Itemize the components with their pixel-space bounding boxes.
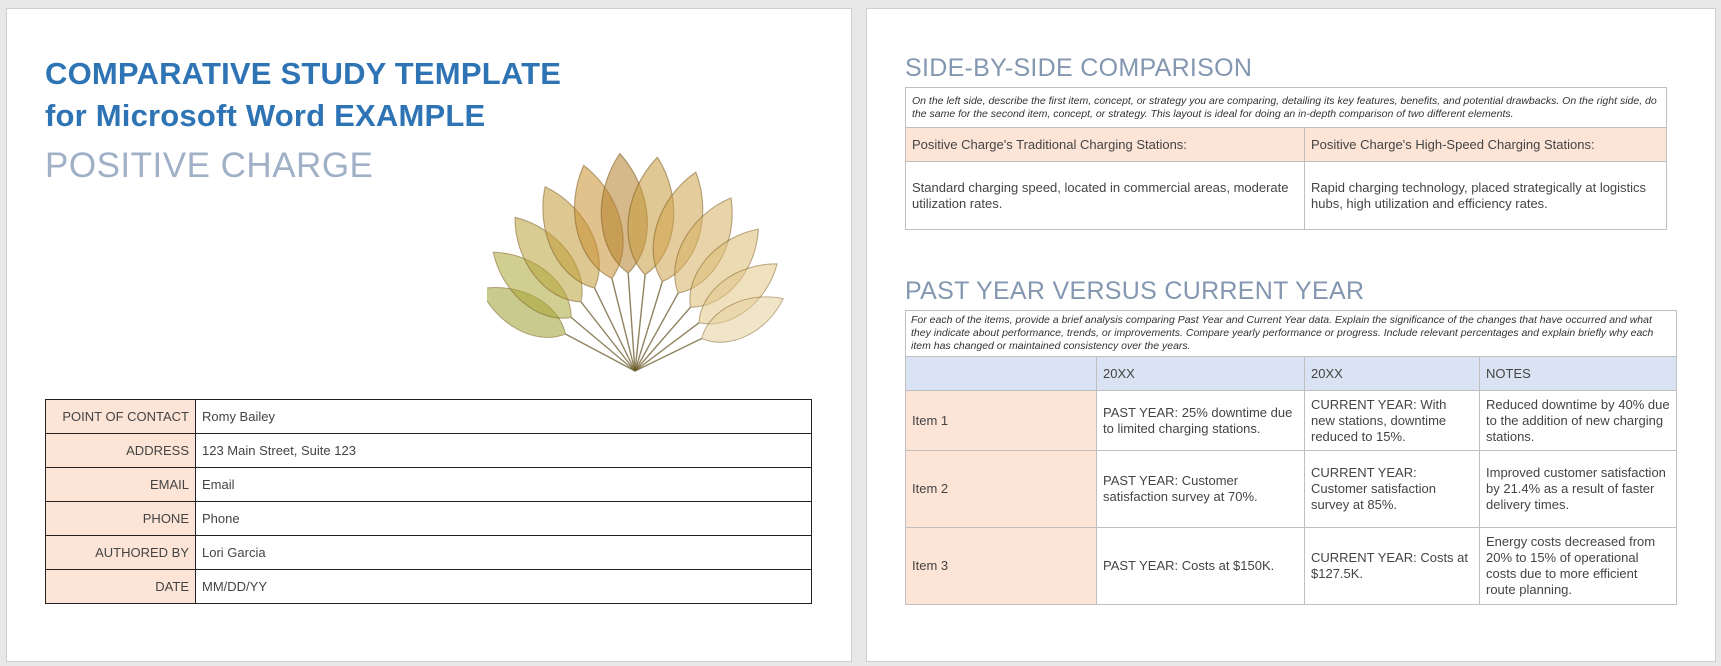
table-row [46, 400, 812, 434]
item-label[interactable]: Item 2 [906, 451, 1097, 528]
table-row [906, 528, 1677, 605]
left-header-cell[interactable]: Positive Charge's Traditional Charging Stations: [906, 128, 1305, 162]
table-header-row [906, 357, 1677, 391]
info-label: PHONE [46, 502, 196, 536]
table-row [906, 88, 1667, 128]
current-year-cell[interactable]: CURRENT YEAR: Costs at $127.5K. [1305, 528, 1480, 605]
side-by-side-table [905, 87, 1667, 230]
notes-cell[interactable]: Improved customer satisfaction by 21.4% as a result of faster delivery times. [1480, 451, 1677, 528]
table-row [906, 311, 1677, 357]
contact-info-table [45, 399, 812, 604]
current-year-cell[interactable]: CURRENT YEAR: Customer satisfaction survey at 85%. [1305, 451, 1480, 528]
info-value[interactable]: MM/DD/YY [196, 570, 812, 604]
info-value[interactable]: Romy Bailey [196, 400, 812, 434]
column-header: 20XX [1097, 357, 1305, 391]
table-row [906, 451, 1677, 528]
past-year-cell[interactable]: PAST YEAR: Customer satisfaction survey at 70%. [1097, 451, 1305, 528]
info-value[interactable]: Phone [196, 502, 812, 536]
cover-page [6, 8, 852, 662]
side-by-side-heading: SIDE-BY-SIDE COMPARISON [905, 54, 1253, 82]
item-label[interactable]: Item 1 [906, 391, 1097, 451]
table-row [46, 570, 812, 604]
info-label: DATE [46, 570, 196, 604]
info-label: AUTHORED BY [46, 536, 196, 570]
column-header [906, 357, 1097, 391]
info-label: EMAIL [46, 468, 196, 502]
table-row [46, 502, 812, 536]
notes-cell[interactable]: Energy costs decreased from 20% to 15% of operational costs due to more efficient route planning. [1480, 528, 1677, 605]
table-row [906, 128, 1667, 162]
column-header: 20XX [1305, 357, 1480, 391]
table-row [906, 162, 1667, 230]
info-value[interactable]: 123 Main Street, Suite 123 [196, 434, 812, 468]
title-line-2: for Microsoft Word EXAMPLE [45, 98, 486, 133]
column-header: NOTES [1480, 357, 1677, 391]
table-row [46, 434, 812, 468]
title-line-1: COMPARATIVE STUDY TEMPLATE [45, 56, 562, 91]
item-label[interactable]: Item 3 [906, 528, 1097, 605]
table-row [46, 468, 812, 502]
document-title [45, 53, 561, 137]
info-label: ADDRESS [46, 434, 196, 468]
right-header-cell[interactable]: Positive Charge's High-Speed Charging Stations: [1305, 128, 1667, 162]
side-by-side-description[interactable]: On the left side, describe the first item, concept, or strategy you are comparing, detailing its key features, benefits, and potential drawbacks. On the right side, do the same for the second item, concept, or strategy. This layout is ideal for doing an in-depth comparison of two different elements. [906, 88, 1667, 128]
leaves-illustration [487, 121, 807, 381]
comparison-page [866, 8, 1716, 662]
info-value[interactable]: Email [196, 468, 812, 502]
left-body-cell[interactable]: Standard charging speed, located in commercial areas, moderate utilization rates. [906, 162, 1305, 230]
year-comparison-heading: PAST YEAR VERSUS CURRENT YEAR [905, 277, 1365, 305]
notes-cell[interactable]: Reduced downtime by 40% due to the addition of new charging stations. [1480, 391, 1677, 451]
info-value[interactable]: Lori Garcia [196, 536, 812, 570]
current-year-cell[interactable]: CURRENT YEAR: With new stations, downtime reduced to 15%. [1305, 391, 1480, 451]
year-comparison-table [905, 310, 1677, 605]
year-comparison-description[interactable]: For each of the items, provide a brief analysis comparing Past Year and Current Year data. Explain the significance of the changes that have occurred and what they indicate about performance, trends, or improvements. Compare yearly performance or progress. Include relevant percentages and explain briefly why each item has changed or maintained consistency over the years. [906, 311, 1677, 357]
company-subtitle: POSITIVE CHARGE [45, 146, 374, 185]
right-body-cell[interactable]: Rapid charging technology, placed strategically at logistics hubs, high utilization and efficiency rates. [1305, 162, 1667, 230]
past-year-cell[interactable]: PAST YEAR: 25% downtime due to limited charging stations. [1097, 391, 1305, 451]
table-row [906, 391, 1677, 451]
info-label: POINT OF CONTACT [46, 400, 196, 434]
table-row [46, 536, 812, 570]
past-year-cell[interactable]: PAST YEAR: Costs at $150K. [1097, 528, 1305, 605]
